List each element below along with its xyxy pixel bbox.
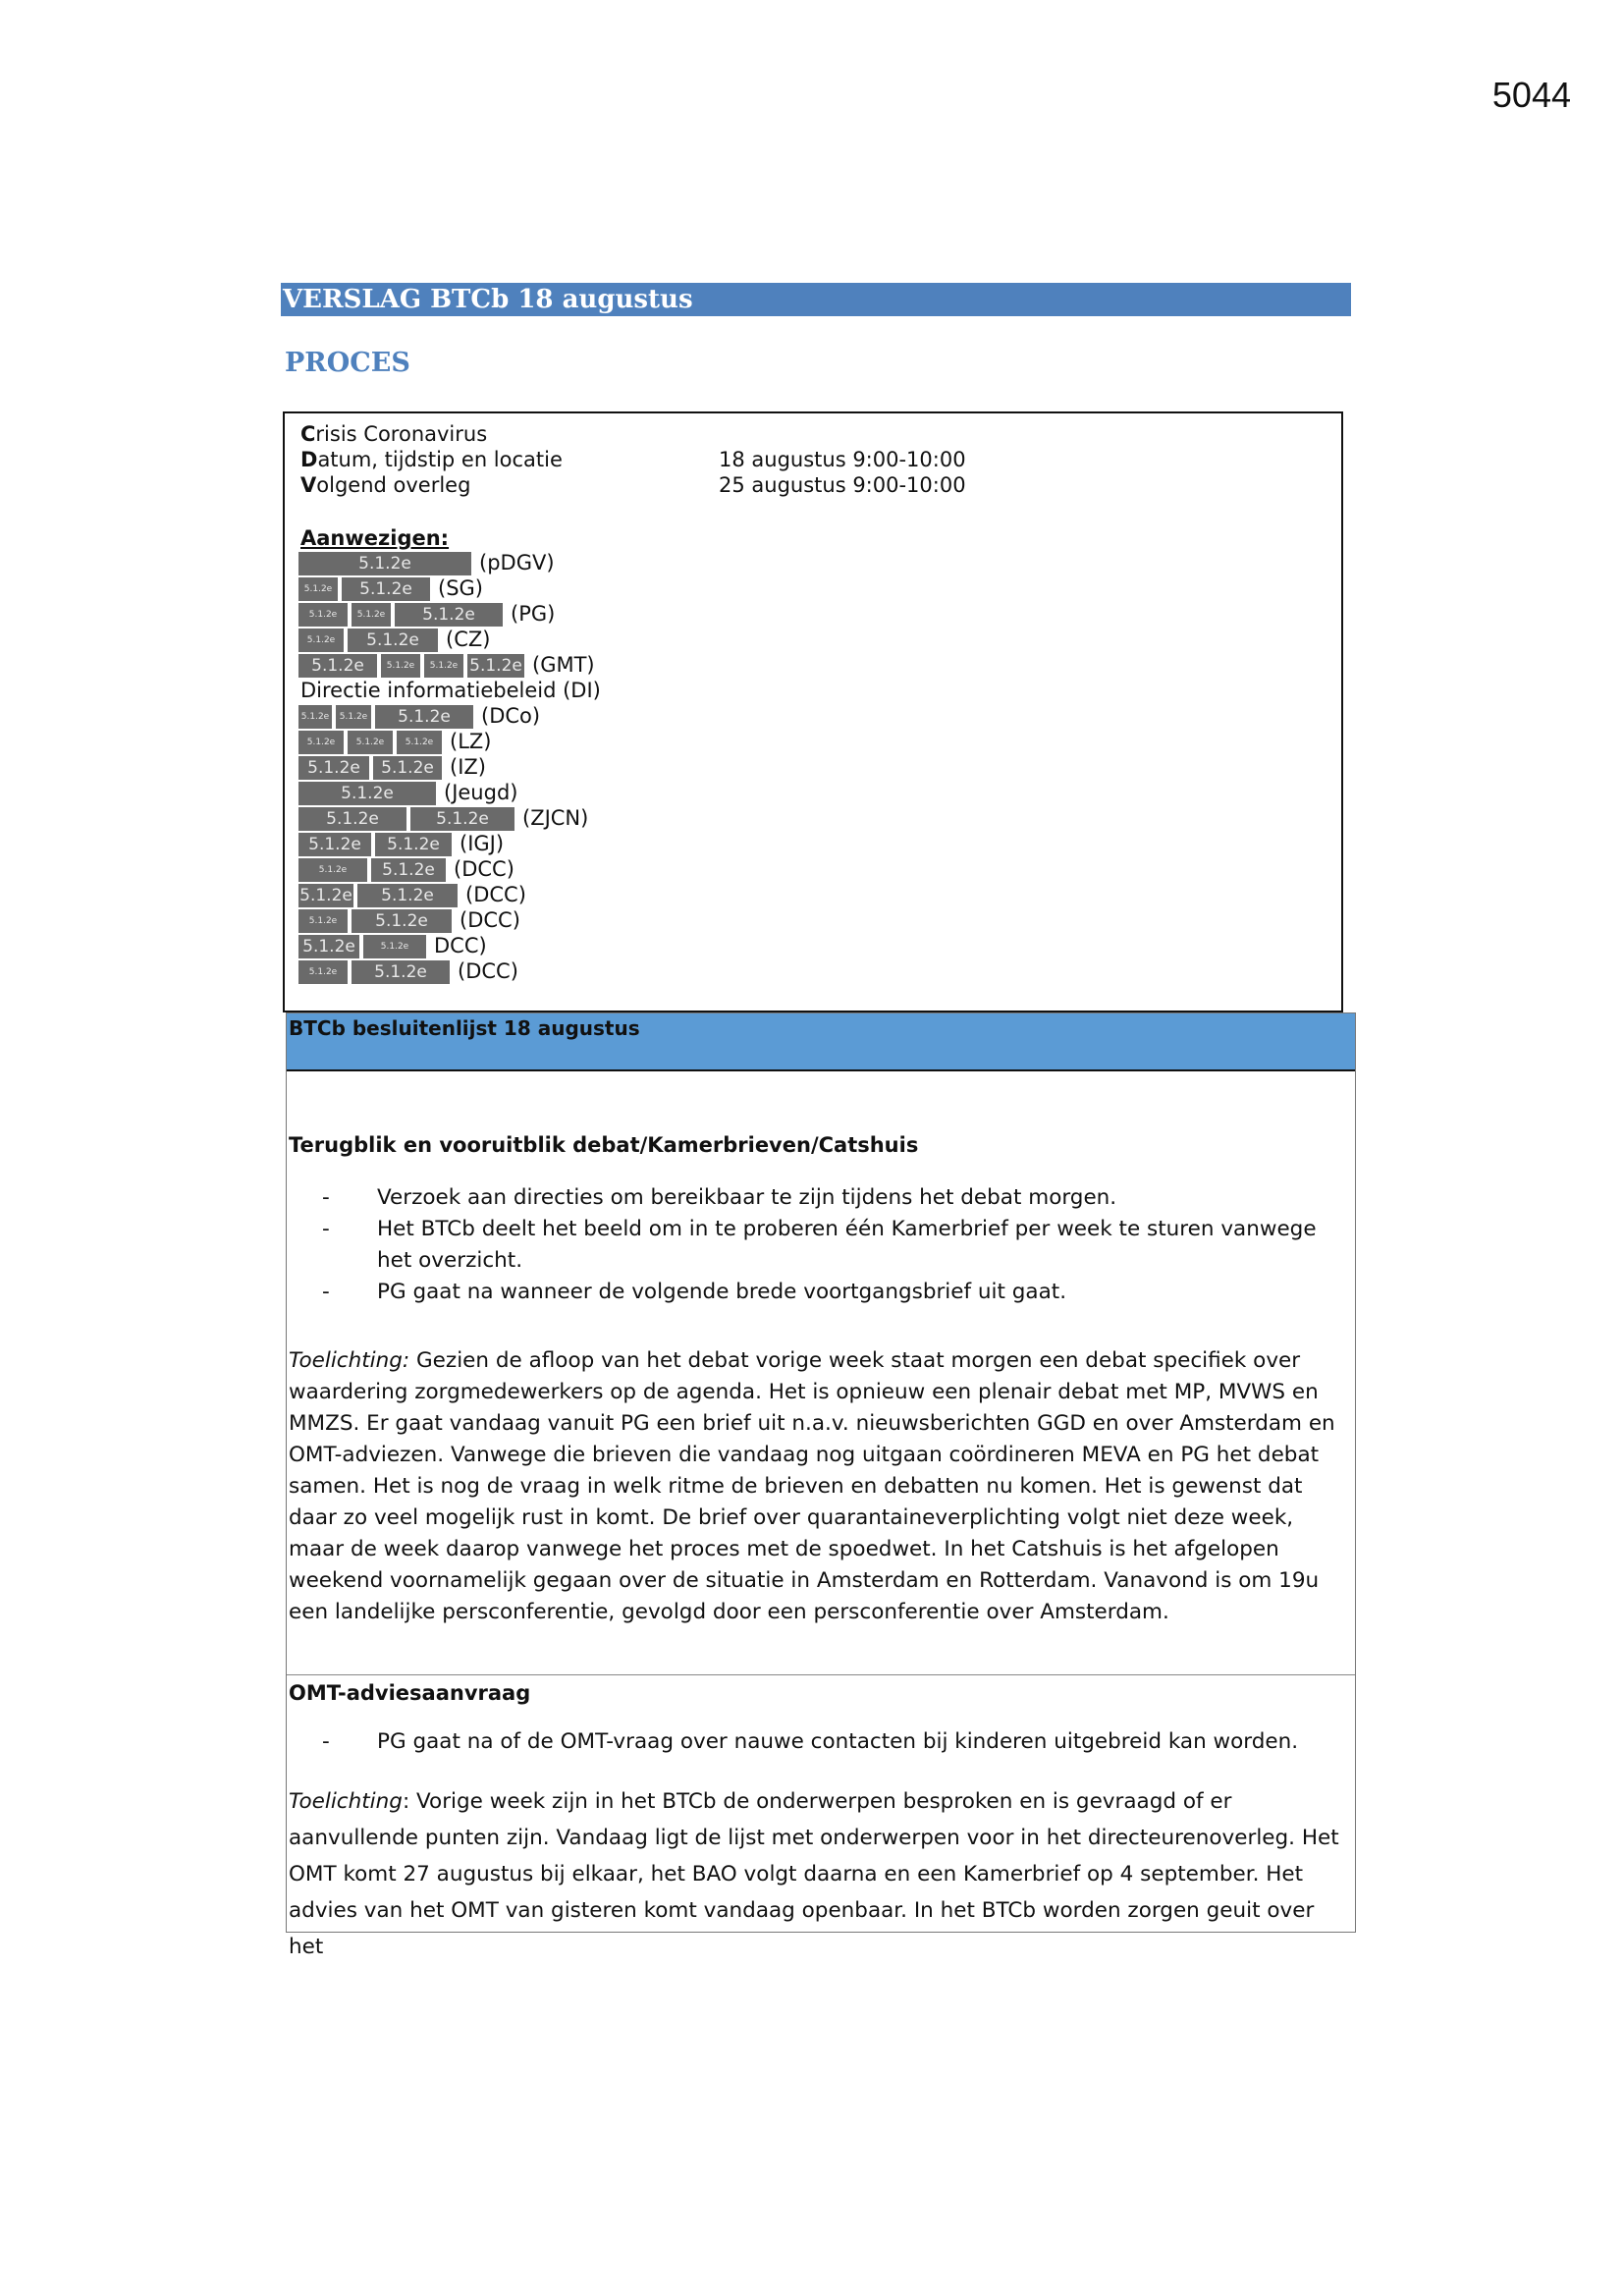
attendee-row: 5.1.2e 5.1.2e DCC) [298, 934, 487, 958]
attendee-row: 5.1.2e 5.1.2e (CZ) [298, 628, 490, 652]
redaction-block: 5.1.2e [298, 807, 406, 831]
next-meeting-date: 25 augustus 9:00-10:00 [719, 473, 966, 497]
attendee-row: 5.1.2e 5.1.2e (DCC) [299, 883, 526, 906]
redaction-block: 5.1.2e [371, 858, 446, 882]
attendee-row: 5.1.2e 5.1.2e 5.1.2e (DCo) [298, 704, 540, 729]
redaction-block: 5.1.2e [375, 833, 452, 856]
meta-row-crisis: Crisis Coronavirus [300, 422, 488, 446]
redaction-block: 5.1.2e [357, 884, 458, 907]
meta-row-next: Volgend overleg 25 augustus 9:00-10:00 [300, 473, 966, 497]
action-item: - Verzoek aan directies om bereikbaar te zijn tijdens het debat morgen. [322, 1182, 1351, 1214]
redaction-block: 5.1.2e [342, 577, 430, 601]
attendee-row: 5.1.2e (pDGV) [298, 551, 555, 575]
redaction-block: 5.1.2e [298, 935, 359, 958]
redaction-block: 5.1.2e [298, 705, 332, 729]
attendee-row: 5.1.2e 5.1.2e 5.1.2e (PG) [298, 602, 555, 627]
redaction-block: 5.1.2e [298, 552, 471, 575]
attendee-row: 5.1.2e 5.1.2e (IGJ) [298, 832, 504, 856]
meta-row-date: Datum, tijdstip en locatie 18 augustus 9:00-10:00 [300, 448, 966, 471]
redaction-block: 5.1.2e [298, 577, 338, 601]
attendee-row: 5.1.2e 5.1.2e (IZ) [298, 755, 486, 780]
redaction-block: 5.1.2e [381, 654, 420, 678]
redaction-block: 5.1.2e [352, 960, 450, 984]
redaction-block: 5.1.2e [395, 603, 503, 627]
redaction-block: 5.1.2e [348, 629, 438, 652]
redaction-block: 5.1.2e [298, 756, 369, 780]
redaction-block: 5.1.2e [375, 705, 473, 729]
redaction-block: 5.1.2e [363, 935, 426, 958]
attendee-row: 5.1.2e 5.1.2e (SG) [298, 576, 483, 601]
explanation-paragraph: Toelichting: Vorige week zijn in het BTCb de onderwerpen besproken en is gevraagd of er aanvullende punten zijn. Vandaag ligt de lijst met onderwerpen voor in het directeurenoverleg. Het OMT komt 27 augustus bij elkaar, het BAO volgt daarna en een Kamerbrief op 4 september. Het advies van het OMT van gisteren komt vandaag openbaar. In het BTCb worden zorgen geuit over het [289, 1789, 1339, 1959]
report-title: VERSLAG BTCb 18 augustus [281, 283, 1351, 316]
attendee-row: 5.1.2e 5.1.2e 5.1.2e (LZ) [298, 730, 491, 754]
action-list [322, 1726, 1351, 1758]
attendee-row: 5.1.2e 5.1.2e (DCC) [298, 959, 518, 984]
redaction-block: 5.1.2e [298, 782, 436, 805]
attendees-title: Aanwezigen: [300, 526, 450, 550]
redaction-block: 5.1.2e [299, 885, 352, 905]
attendee-row: 5.1.2e 5.1.2e (DCC) [298, 908, 520, 933]
redaction-block: 5.1.2e [424, 654, 463, 678]
attendee-row: 5.1.2e 5.1.2e (DCC) [298, 857, 514, 882]
topic-heading: Terugblik en vooruitblik debat/Kamerbrieven/Catshuis [289, 1133, 919, 1157]
redaction-block: 5.1.2e [298, 629, 344, 652]
section-heading: PROCES [285, 348, 410, 378]
attendee-row: 5.1.2e 5.1.2e (ZJCN) [298, 806, 588, 831]
topic-heading: OMT-adviesaanvraag [289, 1681, 531, 1705]
attendee-row: 5.1.2e (Jeugd) [298, 781, 517, 805]
redaction-block: 5.1.2e [298, 858, 367, 882]
action-item: - PG gaat na wanneer de volgende brede voortgangsbrief uit gaat. [322, 1277, 1351, 1308]
redaction-block: 5.1.2e [348, 731, 393, 754]
attendee-row: Directie informatiebeleid (DI) [300, 679, 601, 702]
redaction-block: 5.1.2e [410, 807, 514, 831]
redaction-block: 5.1.2e [373, 756, 442, 780]
redaction-block: 5.1.2e [352, 603, 391, 627]
meeting-date: 18 augustus 9:00-10:00 [719, 448, 966, 471]
decision-list-header: BTCb besluitenlijst 18 augustus [287, 1013, 1355, 1071]
action-item: - PG gaat na of de OMT-vraag over nauwe contacten bij kinderen uitgebreid kan worden. [322, 1726, 1351, 1758]
decision-list-table [286, 1012, 1356, 1959]
meeting-info-box [283, 411, 1343, 1012]
action-item: - Het BTCb deelt het beeld om in te proberen één Kamerbrief per week te sturen vanwege het overzicht. [322, 1214, 1351, 1277]
row-divider [287, 1674, 1355, 1675]
redaction-block: 5.1.2e [298, 731, 344, 754]
redaction-block: 5.1.2e [298, 833, 371, 856]
redaction-block: 5.1.2e [467, 654, 524, 678]
redaction-block: 5.1.2e [298, 960, 348, 984]
redaction-block: 5.1.2e [336, 705, 371, 729]
attendee-row: 5.1.2e 5.1.2e 5.1.2e 5.1.2e (GMT) [298, 653, 595, 678]
explanation-paragraph: Toelichting: Gezien de afloop van het debat vorige week staat morgen een debat specifiek over waardering zorgmedewerkers op de agenda. Het is opnieuw een plenair debat met MP, MVWS en MMZS. Er gaat vandaag vanuit PG een brief uit n.a.v. nieuwsberichten GGD en over Amsterdam en OMT-adviezen. Vanwege die brieven die vandaag nog uitgaan coördineren MEVA en PG het debat samen. Het is nog de vraag in welk ritme de brieven en debatten nu komen. Het is gewenst dat daar zo veel mogelijk rust in komt. De brief over quarantaineverplichting volgt niet deze week, maar de week daarop vanwege het proces met de spoedwet. In het Catshuis is het afgelopen weekend voornamelijk gegaan over de situatie in Amsterdam en Rotterdam. Vanavond is om 19u een landelijke persconferentie, gevolgd door een persconferentie over Amsterdam. [289, 1348, 1335, 1624]
redaction-block: 5.1.2e [298, 603, 348, 627]
redaction-block: 5.1.2e [352, 909, 452, 933]
redaction-block: 5.1.2e [298, 654, 377, 678]
redaction-block: 5.1.2e [298, 909, 348, 933]
action-list [322, 1182, 1351, 1308]
page-number: 5044 [1491, 75, 1571, 115]
redaction-block: 5.1.2e [397, 731, 442, 754]
